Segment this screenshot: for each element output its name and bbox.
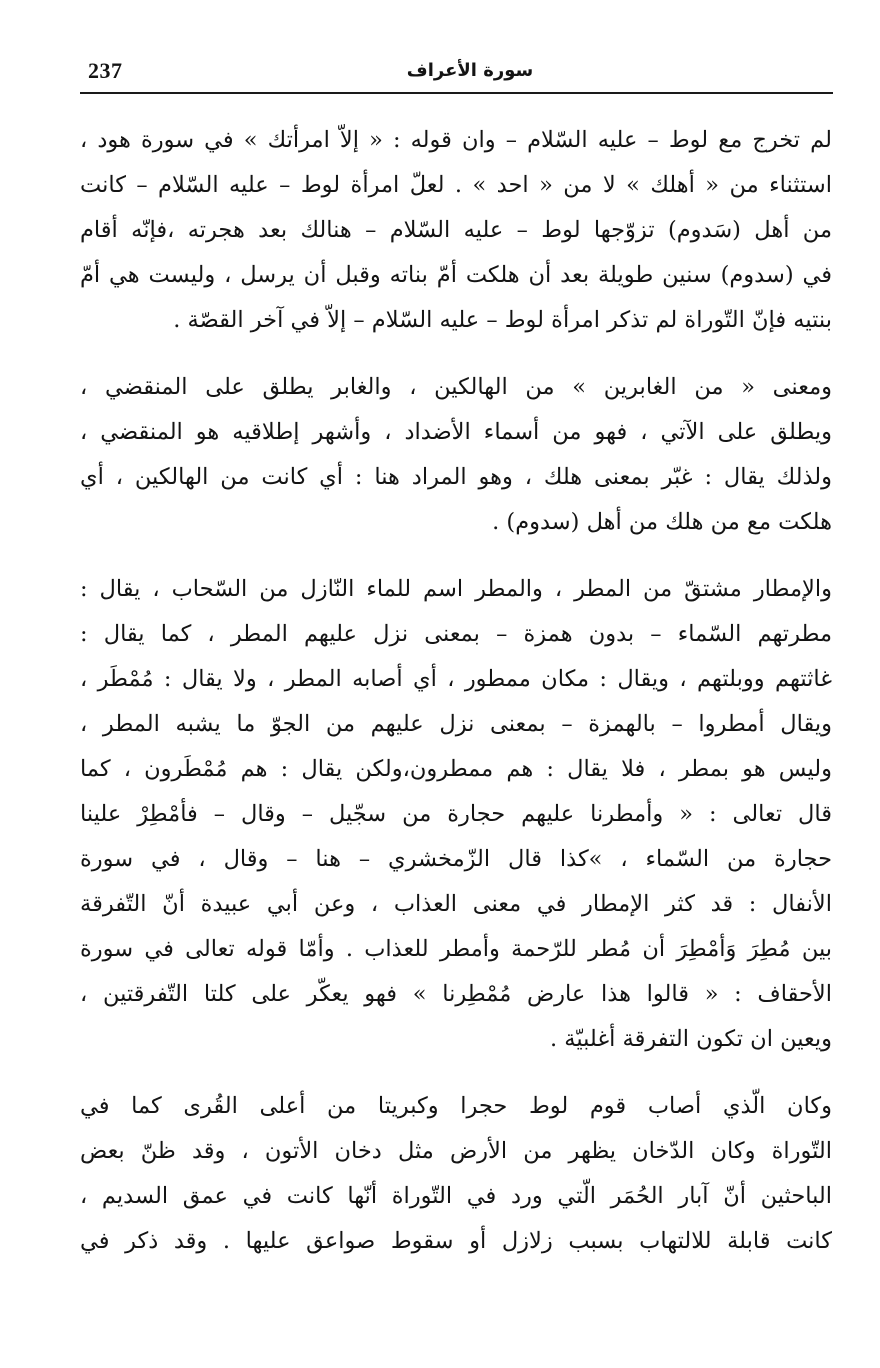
text-line: حجارة من السّماء ، »كذا قال الزّمخشري – هنا – وقال ، في سورة xyxy=(80,846,832,872)
text-line: من أهل (سَدوم) تزوّجها لوط – عليه السّلام – هنالك بعد هجرته ،فإنّه أقام xyxy=(80,217,832,243)
paragraph-gap xyxy=(80,343,832,365)
text-line: لم تخرج مع لوط – عليه السّلام – وان قوله : « إلاّ امرأتك » في سورة هود ، xyxy=(80,127,832,153)
paragraph-1 xyxy=(80,118,832,343)
text-line: غاثتهم ووبلتهم ، ويقال : مكان ممطور ، أي أصابه المطر ، ولا يقال : مُمْطَر ، xyxy=(80,666,832,692)
text-line: كانت قابلة للالتهاب بسبب زلازل أو سقوط صواعق عليها . وقد ذكر في xyxy=(80,1228,832,1254)
text-line: ويطلق على الآتي ، فهو من أسماء الأضداد ، وأشهر إطلاقيه هو المنقضي ، xyxy=(80,419,832,445)
paragraph-2 xyxy=(80,365,832,545)
text-line: بنتيه فإنّ التّوراة لم تذكر امرأة لوط – عليه السّلام – إلاّ في آخر القصّة . xyxy=(173,307,832,333)
text-line: والإمطار مشتقّ من المطر ، والمطر اسم للماء النّازل من السّحاب ، يقال : xyxy=(80,576,832,602)
text-line: في (سدوم) سنين طويلة بعد أن هلكت أمّ بناته وقبل أن يرسل ، وليست هي أمّ xyxy=(80,262,832,288)
header-divider xyxy=(80,92,833,94)
text-line: الأنفال : قد كثر الإمطار في معنى العذاب ، وعن أبي عبيدة أنّ التّفرقة xyxy=(80,891,832,917)
body-text xyxy=(80,118,832,1264)
text-line: وليس هو بمطر ، فلا يقال : هم ممطرون،ولكن يقال : هم مُمْطَرون ، كما xyxy=(80,756,832,782)
text-line: قال تعالى : « وأمطرنا عليهم حجارة من سجّيل – وقال – فأمْطِرْ علينا xyxy=(80,801,832,827)
paragraph-gap xyxy=(80,545,832,567)
text-line: ومعنى « من الغابرين » من الهالكين ، والغابر يطلق على المنقضي ، xyxy=(80,374,832,400)
text-line: التّوراة وكان الدّخان يظهر من الأرض مثل دخان الأتون ، وقد ظنّ بعض xyxy=(80,1138,832,1164)
text-line: مطرتهم السّماء – بدون همزة – بمعنى نزل عليهم المطر ، كما يقال : xyxy=(80,621,832,647)
text-line: ويقال أمطروا – بالهمزة – بمعنى نزل عليهم من الجوّ ما يشبه المطر ، xyxy=(80,711,832,737)
running-head-title: سورة الأعراف xyxy=(406,60,534,81)
text-line: وكان الّذي أصاب قوم لوط حجرا وكبريتا من أعلى القُرى كما في xyxy=(80,1093,832,1119)
text-line: ويعين ان تكون التفرقة أغلبيّة . xyxy=(549,1026,832,1052)
text-line: بين مُطِرَ وَأمْطِرَ أن مُطر للرّحمة وأمطر للعذاب . وأمّا قوله تعالى في سورة xyxy=(80,936,832,962)
text-line: ولذلك يقال : غبّر بمعنى هلك ، وهو المراد هنا : أي كانت من الهالكين ، أي xyxy=(80,464,832,490)
page-number: 237 xyxy=(88,58,123,83)
text-line: هلكت مع من هلك من أهل (سدوم) . xyxy=(492,509,832,535)
paragraph-gap xyxy=(80,1062,832,1084)
text-line: استثناء من « أهلك » لا من « احد » . لعلّ امرأة لوط – عليه السّلام – كانت xyxy=(80,172,832,198)
text-line: الأحقاف : « قالوا هذا عارض مُمْطِرنا » فهو يعكّر على كلتا التّفرقتين ، xyxy=(80,981,832,1007)
paragraph-4 xyxy=(80,1084,832,1264)
paragraph-3 xyxy=(80,567,832,1062)
text-line: الباحثين أنّ آبار الحُمَر الّتي ورد في التّوراة أنّها كانت في عمق السديم ، xyxy=(80,1183,832,1209)
